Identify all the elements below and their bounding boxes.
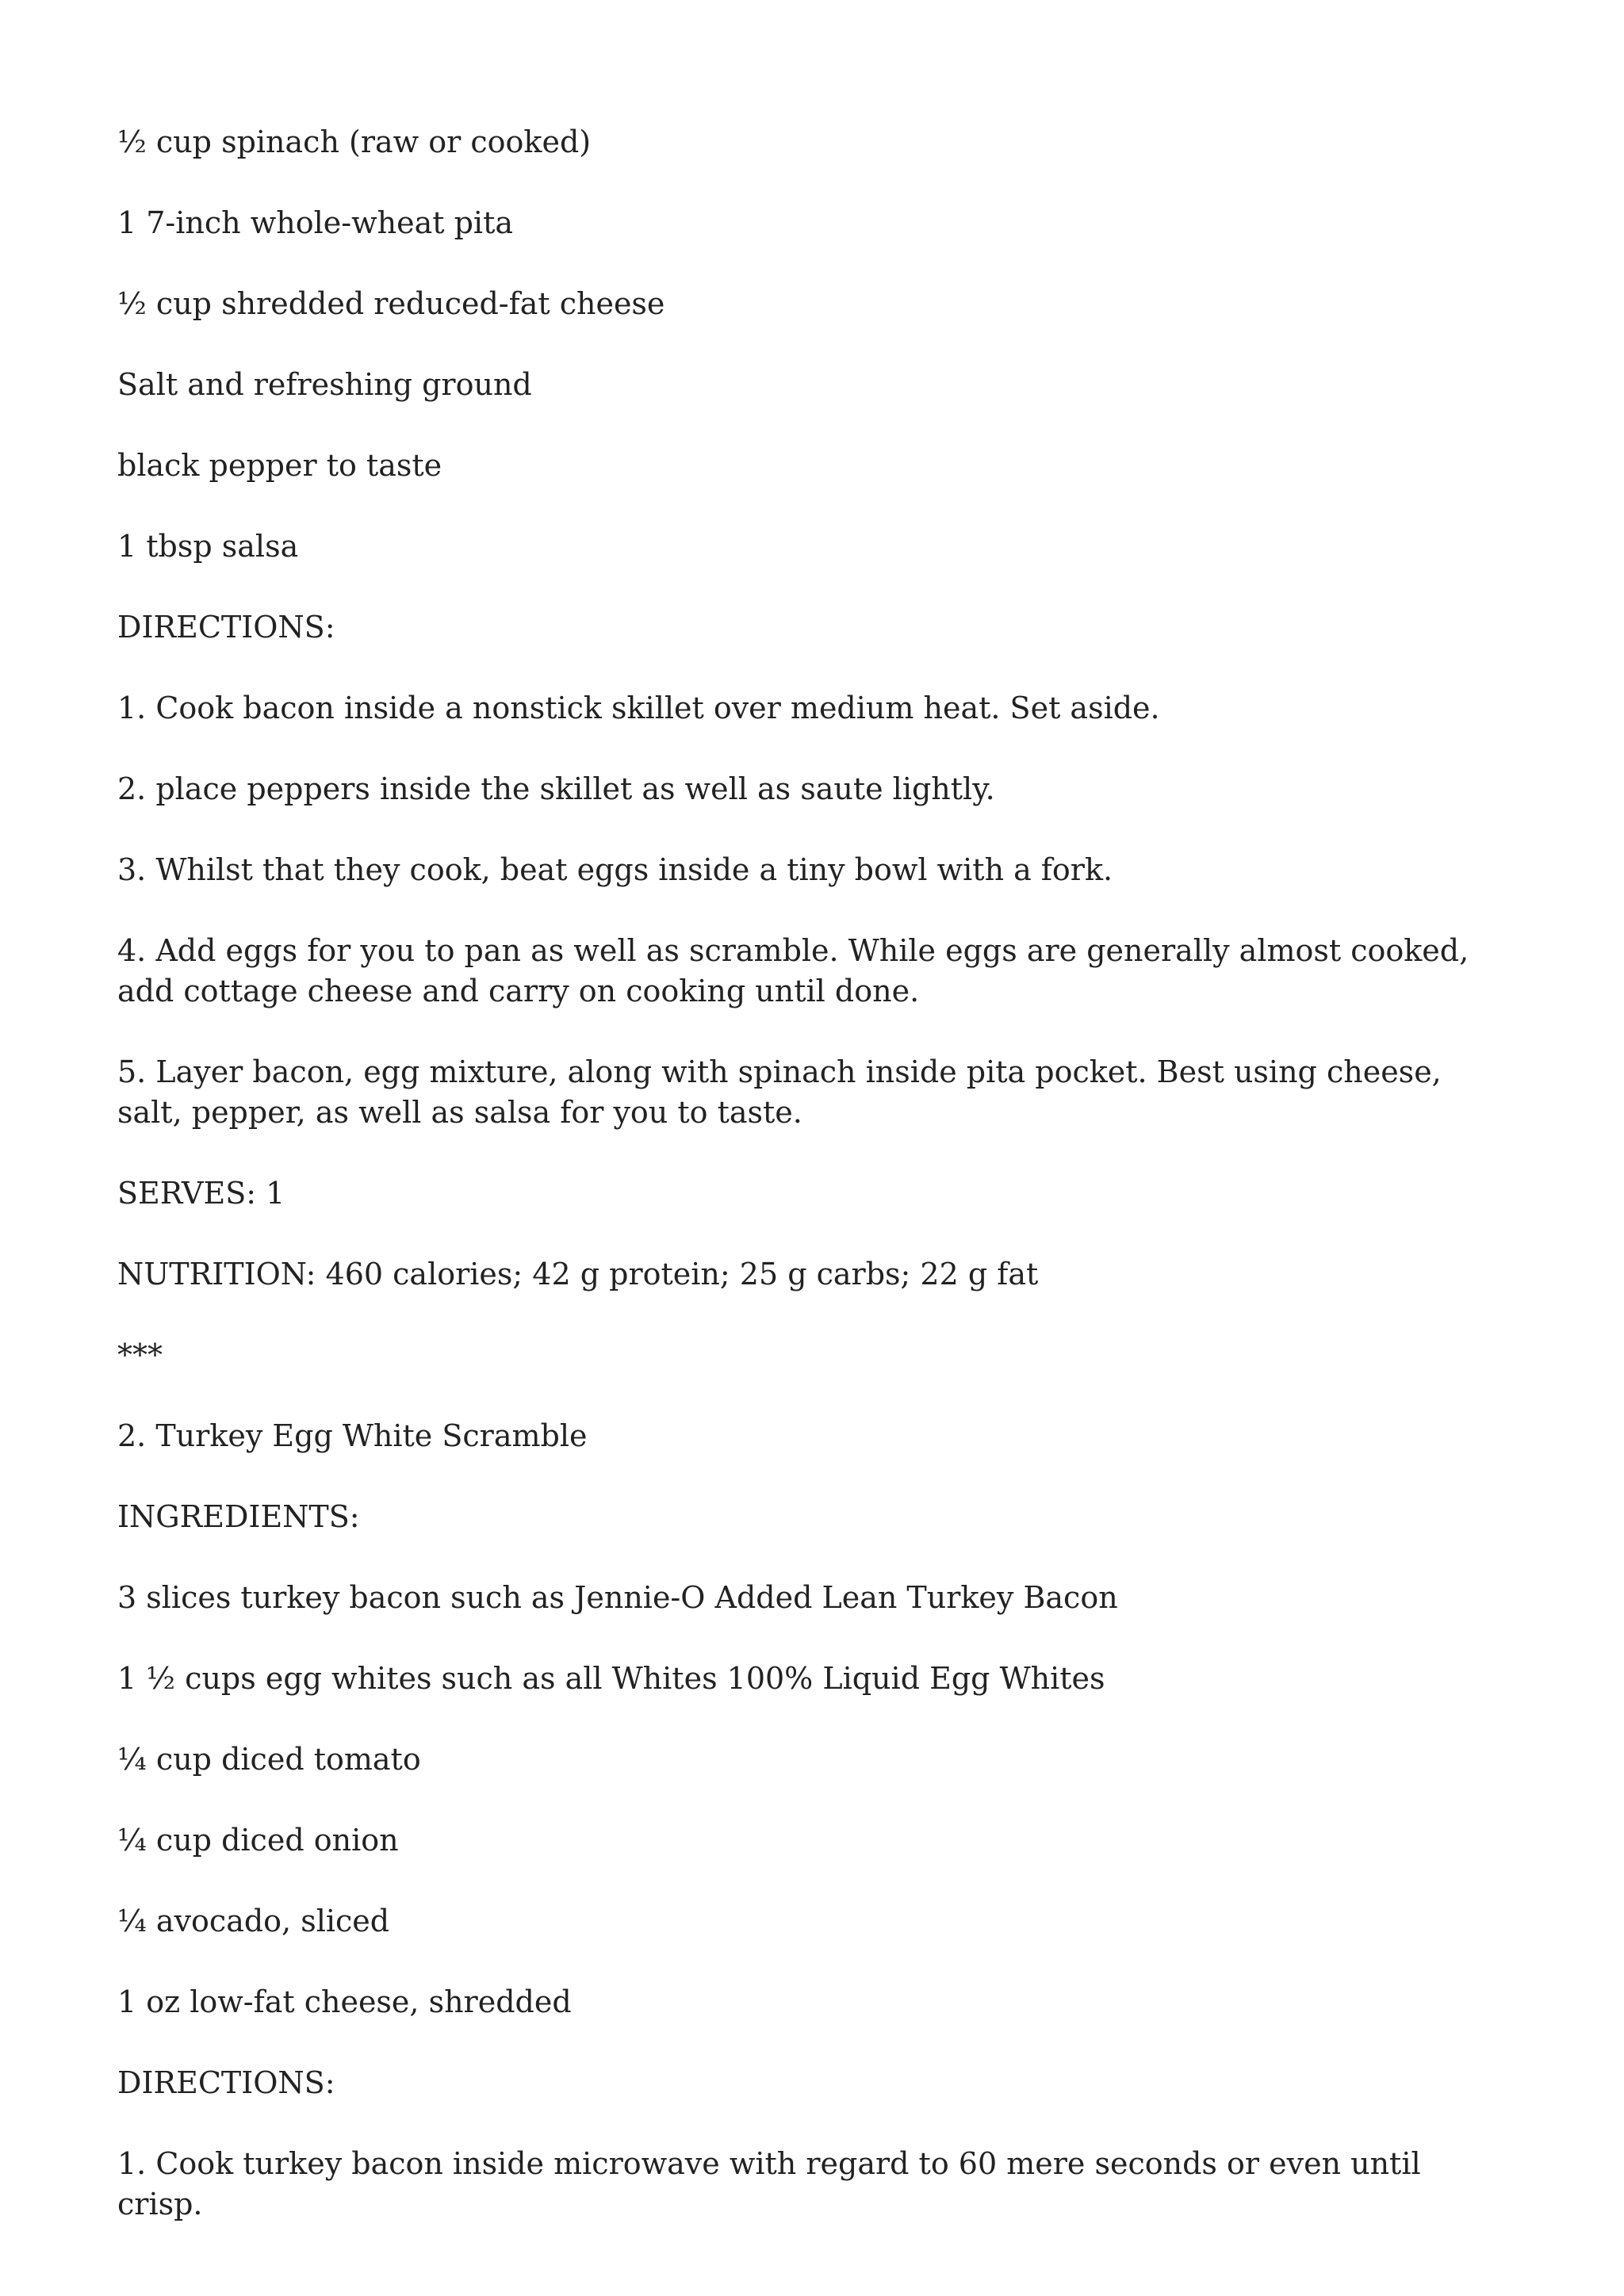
direction-step-2: 2. place peppers inside the skillet as well as saute lightly. [117, 771, 995, 806]
ingredient-pita: 1 7-inch whole-wheat pita [117, 205, 513, 240]
directions-heading: DIRECTIONS: [117, 610, 335, 645]
serves-text: SERVES: 1 [117, 1176, 285, 1211]
document-page [117, 122, 1513, 2265]
ingredient-lowfat-cheese: 1 oz low-fat cheese, shredded [117, 1984, 572, 2019]
ingredient-avocado: ¼ avocado, sliced [117, 1904, 390, 1938]
direction-step-1b: 1. Cook turkey bacon inside microwave with regard to 60 mere seconds or even until crisp. [117, 2146, 1421, 2221]
ingredient-tomato: ¼ cup diced tomato [117, 1742, 421, 1777]
ingredient-turkey-bacon: 3 slices turkey bacon such as Jennie-O Added Lean Turkey Bacon [117, 1580, 1118, 1615]
ingredient-pepper: black pepper to taste [117, 448, 442, 483]
ingredients-heading: INGREDIENTS: [117, 1499, 360, 1534]
ingredient-salsa: 1 tbsp salsa [117, 529, 299, 564]
directions-heading-2: DIRECTIONS: [117, 2065, 335, 2100]
section-divider: *** [117, 1337, 163, 1372]
direction-step-1: 1. Cook bacon inside a nonstick skillet over medium heat. Set aside. [117, 691, 1160, 725]
direction-step-5: 5. Layer bacon, egg mixture, along with spinach inside pita pocket. Best using cheese, salt, pepper, as well as salsa for you to taste. [117, 1054, 1442, 1130]
recipe-title: 2. Turkey Egg White Scramble [117, 1418, 588, 1453]
nutrition-text: NUTRITION: 460 calories; 42 g protein; 25 g carbs; 22 g fat [117, 1257, 1039, 1292]
direction-step-3: 3. Whilst that they cook, beat eggs inside a tiny bowl with a fork. [117, 852, 1113, 887]
ingredient-onion: ¼ cup diced onion [117, 1823, 399, 1858]
ingredient-salt: Salt and refreshing ground [117, 367, 532, 402]
ingredient-egg-whites: 1 ½ cups egg whites such as all Whites 100% Liquid Egg Whites [117, 1661, 1105, 1696]
ingredient-cheese: ½ cup shredded reduced-fat cheese [117, 286, 665, 321]
direction-step-4: 4. Add eggs for you to pan as well as scramble. While eggs are generally almost cooked, add cottage cheese and carry on cooking until done. [117, 933, 1469, 1008]
ingredient-spinach: ½ cup spinach (raw or cooked) [117, 124, 592, 159]
